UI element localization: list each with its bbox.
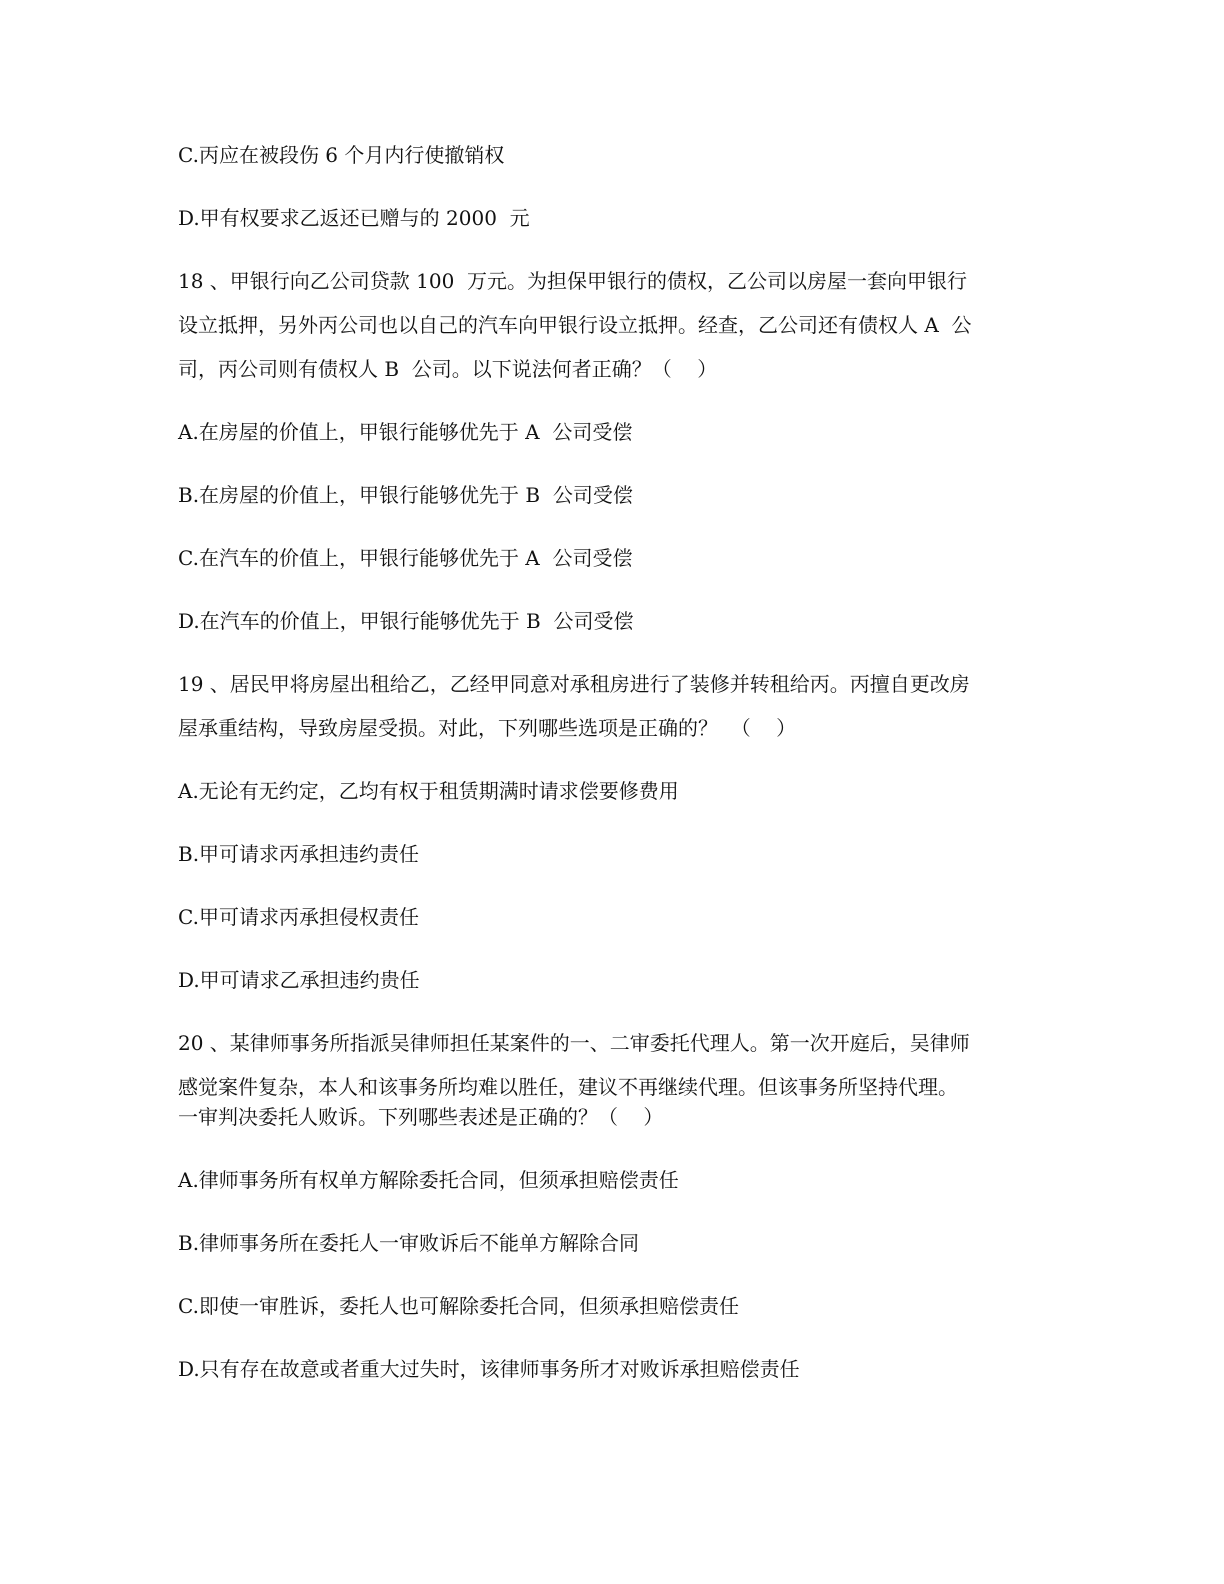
q20-option-c: C.即使一审胜诉，委托人也可解除委托合同，但须承担赔偿责任 <box>178 1294 739 1318</box>
q18-stem-line-1: 18 、甲银行向乙公司贷款 100 万元。为担保甲银行的债权，乙公司以房屋一套向甲银行 <box>178 269 968 293</box>
q19-stem-line-1: 19 、居民甲将房屋出租给乙，乙经甲同意对承租房进行了装修并转租给丙。丙擅自更改房 <box>178 672 970 696</box>
question-20 <box>178 1028 1038 1384</box>
q18-option-d: D.在汽车的价值上，甲银行能够优先于 B 公司受偿 <box>178 609 634 633</box>
q18-stem-line-2: 设立抵押，另外丙公司也以自己的汽车向甲银行设立抵押。经查，乙公司还有债权人 A 公 <box>178 313 972 337</box>
q20-option-a: A.律师事务所有权单方解除委托合同，但须承担赔偿责任 <box>178 1168 679 1192</box>
document-page <box>178 140 1038 1384</box>
q19-option-d: D.甲可请求乙承担违约贵任 <box>178 968 420 992</box>
q20-stem-line-2: 感觉案件复杂，本人和该事务所均难以胜任，建议不再继续代理。但该事务所坚持代理。 <box>178 1075 958 1099</box>
q18-option-a: A.在房屋的价值上，甲银行能够优先于 A 公司受偿 <box>178 420 633 444</box>
q18-option-c: C.在汽车的价值上，甲银行能够优先于 A 公司受偿 <box>178 546 633 570</box>
q17-option-d: D.甲有权要求乙返还已赠与的 2000 元 <box>178 206 530 230</box>
question-18 <box>178 266 1038 636</box>
q19-option-a: A.无论有无约定，乙均有权于租赁期满时请求偿要修费用 <box>178 779 679 803</box>
question-19 <box>178 669 1038 995</box>
q20-stem-line-3: 一审判决委托人败诉。下列哪些表述是正确的？（ ） <box>178 1105 664 1129</box>
q19-option-b: B.甲可请求丙承担违约责任 <box>178 842 420 866</box>
q19-stem-line-2: 屋承重结构，导致房屋受损。对此，下列哪些选项是正确的？ （ ） <box>178 716 797 740</box>
q20-stem-line-1: 20 、某律师事务所指派吴律师担任某案件的一、二审委托代理人。第一次开庭后，吴律师 <box>178 1031 970 1055</box>
q19-option-c: C.甲可请求丙承担侵权责任 <box>178 905 419 929</box>
q20-option-b: B.律师事务所在委托人一审败诉后不能单方解除合同 <box>178 1231 640 1255</box>
q20-option-d: D.只有存在故意或者重大过失时，该律师事务所才对败诉承担赔偿责任 <box>178 1357 800 1381</box>
q17-option-c: C.丙应在被段伤 6 个月内行使撤销权 <box>178 143 505 167</box>
q18-stem-line-3: 司，丙公司则有债权人 B 公司。以下说法何者正确？（ ） <box>178 357 718 381</box>
q18-option-b: B.在房屋的价值上，甲银行能够优先于 B 公司受偿 <box>178 483 633 507</box>
